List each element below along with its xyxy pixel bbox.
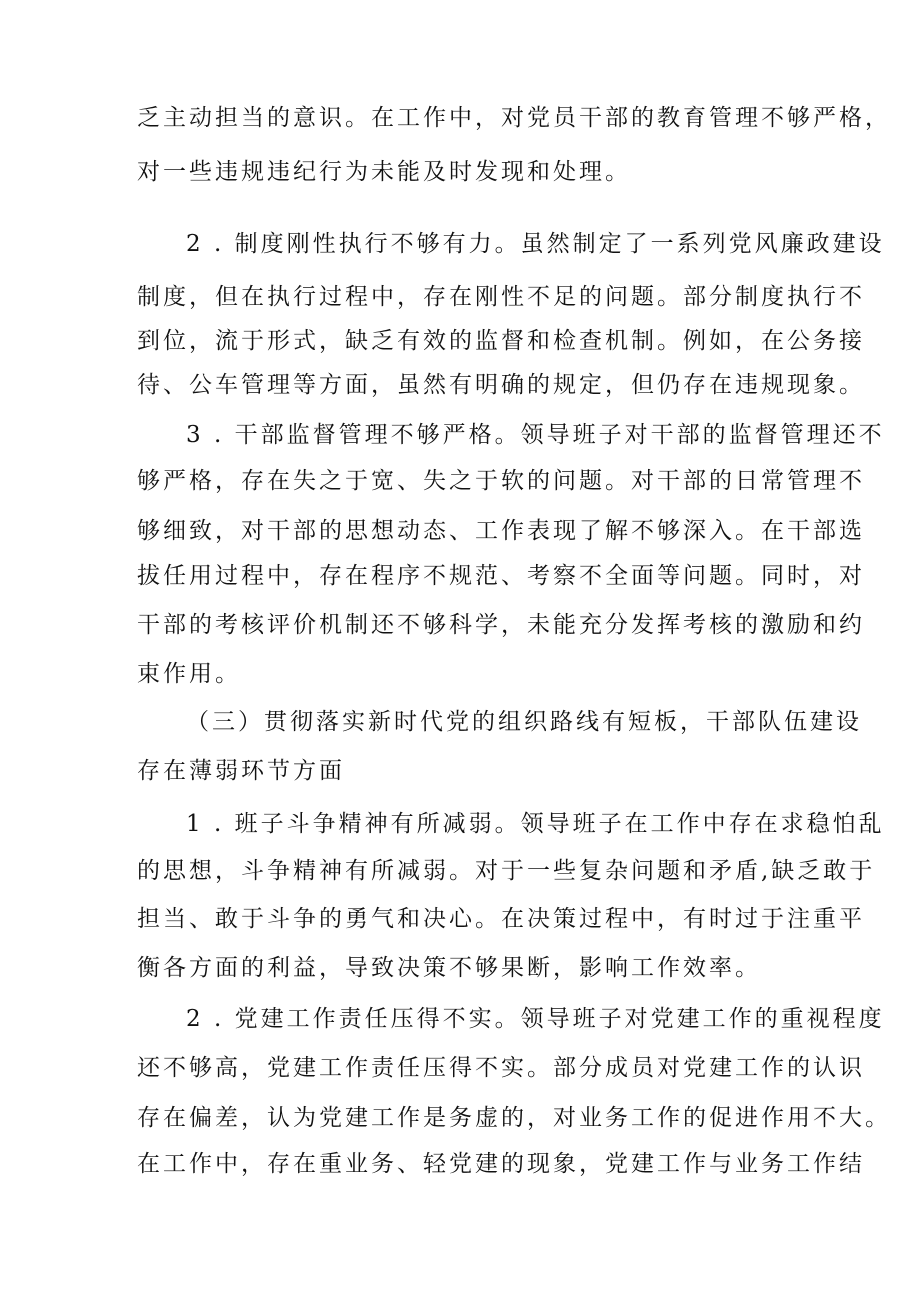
text-line: 在工作中，存在重业务、轻党建的现象，党建工作与业务工作结 bbox=[137, 1151, 865, 1177]
text-line: 够细致，对干部的思想动态、工作表现了解不够深入。在干部选 bbox=[137, 518, 865, 544]
text-line: 到位，流于形式，缺乏有效的监督和检查机制。例如，在公务接 bbox=[137, 328, 865, 354]
text-line: 够严格，存在失之于宽、失之于软的问题。对干部的日常管理不 bbox=[137, 468, 865, 494]
section-heading: 存在薄弱环节方面 bbox=[137, 758, 345, 784]
text-line: 存在偏差，认为党建工作是务虚的，对业务工作的促进作用不大。 bbox=[137, 1105, 891, 1131]
section-heading: （三）贯彻落实新时代党的组织路线有短板，干部队伍建设 bbox=[186, 709, 862, 735]
text-line: 干部的考核评价机制还不够科学，未能充分发挥考核的激励和约 bbox=[137, 612, 865, 638]
text-line: 还不够高，党建工作责任压得不实。部分成员对党建工作的认识 bbox=[137, 1055, 865, 1081]
text-line: 2 . 制度刚性执行不够有力。虽然制定了一系列党风廉政建设 bbox=[186, 231, 885, 257]
text-line: 制度，但在执行过程中，存在刚性不足的问题。部分制度执行不 bbox=[137, 284, 865, 310]
text-line: 束作用。 bbox=[137, 661, 241, 687]
text-line: 1 . 班子斗争精神有所减弱。领导班子在工作中存在求稳怕乱 bbox=[186, 811, 885, 837]
text-line: 拔任用过程中，存在程序不规范、考察不全面等问题。同时，对 bbox=[137, 563, 865, 589]
text-line: 2 . 党建工作责任压得不实。领导班子对党建工作的重视程度 bbox=[186, 1006, 885, 1032]
text-line: 的思想，斗争精神有所减弱。对于一些复杂问题和矛盾,缺乏敢于 bbox=[137, 858, 876, 884]
text-line: 对一些违规违纪行为未能及时发现和处理。 bbox=[137, 159, 631, 185]
text-line: 衡各方面的利益，导致决策不够果断，影响工作效率。 bbox=[137, 955, 761, 981]
text-line: 担当、敢于斗争的勇气和决心。在决策过程中，有时过于注重平 bbox=[137, 906, 865, 932]
text-line: 3 . 干部监督管理不够严格。领导班子对干部的监督管理还不 bbox=[186, 422, 885, 448]
text-line: 乏主动担当的意识。在工作中，对党员干部的教育管理不够严格， bbox=[137, 105, 891, 131]
text-line: 待、公车管理等方面，虽然有明确的规定，但仍存在违规现象。 bbox=[137, 372, 865, 398]
